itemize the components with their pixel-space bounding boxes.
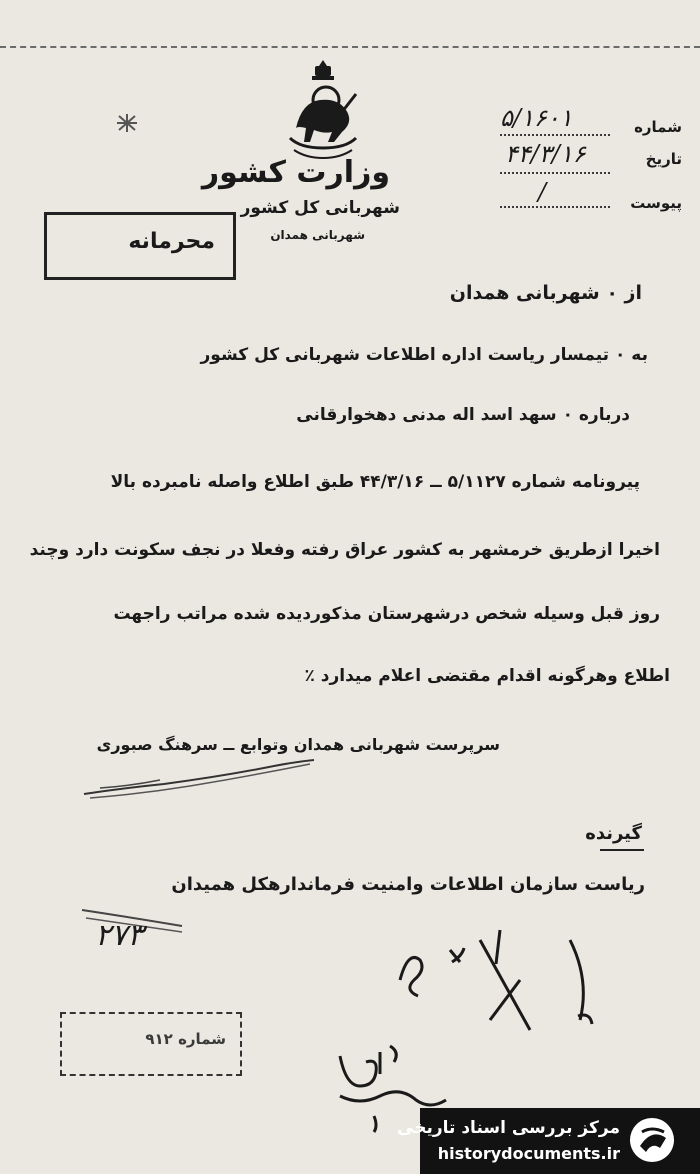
date-label: تاریخ	[645, 150, 682, 168]
date-value: ۴۴/۳/۱۶	[505, 140, 586, 168]
police-city: شهربانی همدان	[270, 228, 365, 242]
letter-subject: درباره ۰ سهد اسد اله مدنی دهخوارقانی	[296, 405, 630, 425]
top-perforation	[0, 46, 700, 48]
classification-label: محرمانه	[128, 229, 215, 254]
archive-logo-icon	[628, 1116, 676, 1164]
recipients-underline	[600, 849, 644, 851]
number-line	[500, 134, 610, 136]
letter-body-line-2: اخیرا ازطریق خرمشهر به کشور عراق رفته وفعلا در نجف سکونت دارد وچند	[29, 540, 660, 560]
letter-from: از ۰ شهربانی همدان	[449, 282, 642, 304]
footer-url[interactable]: historydocuments.ir	[437, 1144, 620, 1163]
classification-box	[44, 212, 236, 280]
lion-and-sun-emblem-icon	[282, 58, 364, 162]
footer-title: مرکز بررسی اسناد تاریخی	[397, 1118, 620, 1138]
police-headquarters: شهربانی کل کشور	[240, 198, 400, 218]
margin-number: ۲۷۳	[95, 918, 144, 953]
handwritten-annotation-icon	[390, 920, 610, 1035]
attachment-line	[500, 206, 610, 208]
stamp-mark-icon	[114, 112, 140, 134]
registry-stamp	[60, 1012, 242, 1076]
number-value: ۵/۱۶۰۱	[500, 104, 573, 132]
recipients-label: گیرنده	[585, 823, 642, 844]
letter-signature: سرپرست شهربانی همدان وتوابع ــ سرهنگ صبوری	[96, 735, 500, 754]
ministry-title: وزارت کشور	[201, 155, 390, 190]
letter-body-line-4: اطلاع وهرگونه اقدام مقتضی اعلام میدارد ٪	[304, 666, 670, 686]
recipient-line: ریاست سازمان اطلاعات وامنیت فرماندارهکل همیدان	[171, 874, 645, 895]
letter-body-line-1: پیرونامه شماره ۵/۱۱۲۷ ــ ۴۴/۳/۱۶ طبق اطلاع واصله نامبرده بالا	[110, 472, 640, 492]
number-label: شماره	[634, 118, 682, 136]
registry-stamp-text: شماره ۹۱۲	[145, 1030, 226, 1048]
attachment-value: /	[538, 178, 547, 206]
letter-to: به ۰ تیمسار ریاست اداره اطلاعات شهربانی کل کشور	[200, 345, 648, 365]
signature-scrawl-icon	[80, 758, 320, 804]
attachment-label: پیوست	[630, 194, 682, 212]
letter-body-line-3: روز قبل وسیله شخص درشهرستان مذکوردیده شده مراتب راجهت	[113, 604, 660, 624]
date-line	[500, 172, 610, 174]
